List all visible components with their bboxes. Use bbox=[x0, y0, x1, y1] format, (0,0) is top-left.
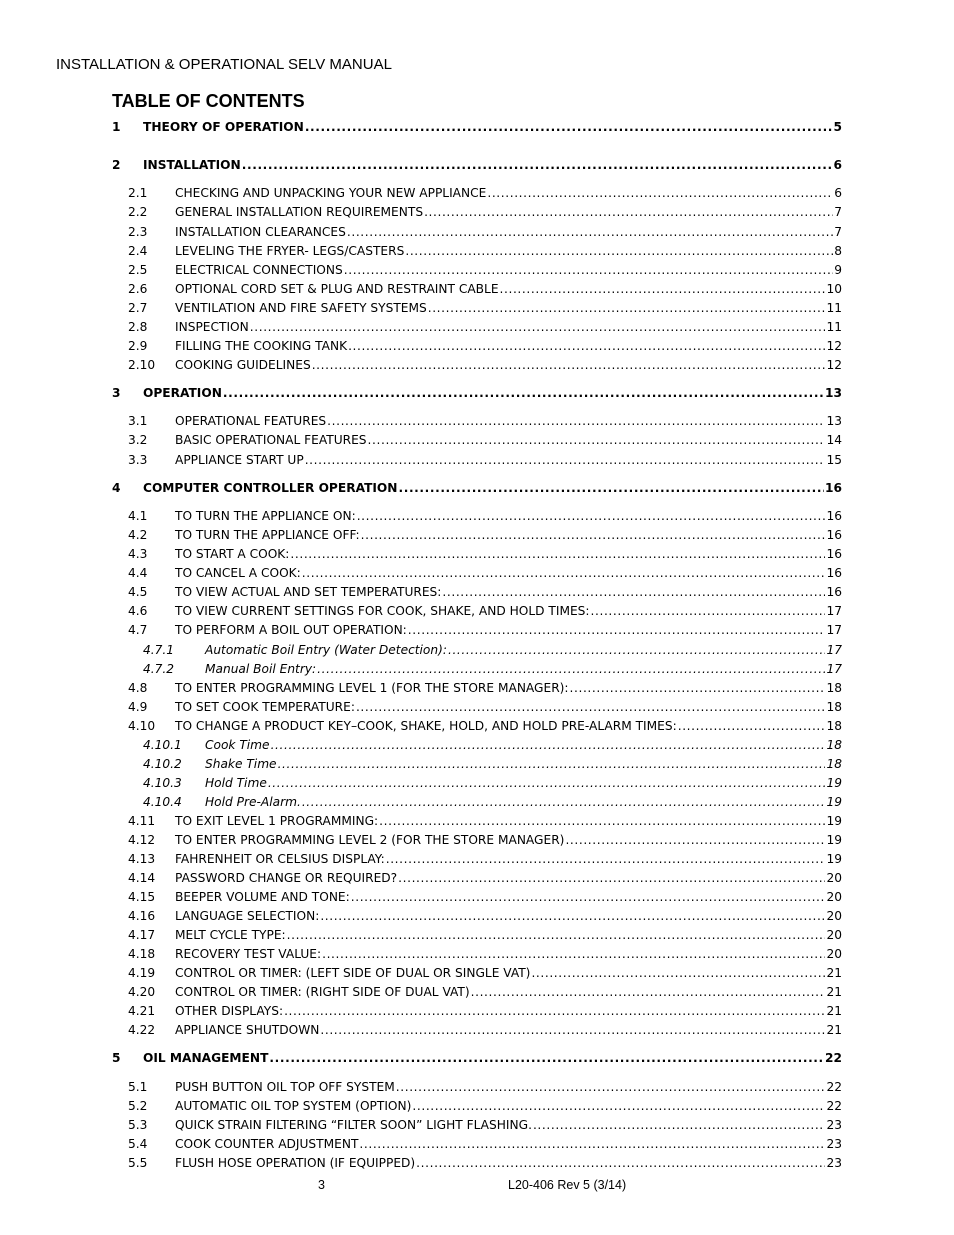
toc-entry-number: 4.19 bbox=[128, 966, 156, 980]
toc-entry-number: 5.4 bbox=[128, 1137, 148, 1151]
toc-entry-title: BASIC OPERATIONAL FEATURES bbox=[175, 433, 367, 447]
toc-entry-title: QUICK STRAIN FILTERING “FILTER SOON” LIGHT FLASHING. bbox=[175, 1118, 532, 1132]
toc-dot-leader bbox=[424, 205, 833, 219]
toc-dot-leader bbox=[290, 547, 825, 561]
toc-entry-page: 14 bbox=[826, 433, 842, 447]
toc-dot-leader bbox=[405, 244, 833, 258]
toc-entry-number: 4.6 bbox=[128, 604, 148, 618]
toc-dot-leader bbox=[442, 585, 825, 599]
toc-entry-title: LEVELING THE FRYER- LEGS/CASTERS bbox=[175, 244, 405, 258]
toc-entry-page: 15 bbox=[826, 453, 842, 467]
toc-entry-number: 4.15 bbox=[128, 890, 156, 904]
toc-entry-page: 13 bbox=[826, 414, 842, 428]
toc-entry-title: OIL MANAGEMENT bbox=[143, 1051, 269, 1065]
toc-entry[interactable] bbox=[112, 1023, 842, 1041]
toc-entry-number: 1 bbox=[112, 120, 121, 134]
toc-entry[interactable] bbox=[112, 547, 842, 565]
toc-dot-leader bbox=[471, 985, 826, 999]
toc-entry[interactable] bbox=[112, 225, 842, 243]
toc-dot-leader bbox=[305, 453, 826, 467]
toc-entry-number: 5.3 bbox=[128, 1118, 148, 1132]
toc-entry-number: 2 bbox=[112, 158, 121, 172]
toc-entry-page: 12 bbox=[826, 358, 842, 372]
toc-entry-page: 20 bbox=[826, 947, 842, 961]
toc-entry-page: 19 bbox=[826, 776, 842, 790]
toc-dot-leader bbox=[268, 776, 826, 790]
toc-dot-leader bbox=[271, 738, 826, 752]
toc-entry-page: 17 bbox=[826, 662, 842, 676]
toc-entry-number: 4.17 bbox=[128, 928, 156, 942]
toc-dot-leader bbox=[412, 1099, 825, 1113]
toc-entry-number: 2.6 bbox=[128, 282, 148, 296]
toc-entry[interactable] bbox=[112, 1099, 842, 1117]
toc-entry-title: Manual Boil Entry: bbox=[205, 662, 317, 676]
toc-entry[interactable] bbox=[112, 158, 842, 176]
toc-entry-page: 18 bbox=[826, 719, 842, 733]
toc-entry-title: INSTALLATION CLEARANCES bbox=[175, 225, 346, 239]
running-header: INSTALLATION & OPERATIONAL SELV MANUAL bbox=[56, 56, 392, 73]
toc-entry[interactable] bbox=[112, 643, 842, 661]
toc-entry-title: INSPECTION bbox=[175, 320, 249, 334]
toc-entry-number: 4.13 bbox=[128, 852, 156, 866]
toc-entry-page: 19 bbox=[826, 833, 842, 847]
toc-entry[interactable] bbox=[112, 985, 842, 1003]
toc-entry-title: Automatic Boil Entry (Water Detection): bbox=[205, 643, 447, 657]
toc-dot-leader bbox=[284, 1004, 825, 1018]
toc-dot-leader bbox=[305, 120, 833, 134]
toc-entry-page: 20 bbox=[826, 890, 842, 904]
toc-entry[interactable] bbox=[112, 757, 842, 775]
toc-entry-title: FLUSH HOSE OPERATION (IF EQUIPPED) bbox=[175, 1156, 416, 1170]
toc-entry[interactable] bbox=[112, 814, 842, 832]
toc-entry-title: CONTROL OR TIMER: (RIGHT SIDE OF DUAL VAT) bbox=[175, 985, 470, 999]
toc-entry-number: 4.12 bbox=[128, 833, 156, 847]
toc-dot-leader bbox=[386, 852, 826, 866]
toc-entry[interactable] bbox=[112, 719, 842, 737]
toc-entry-page: 16 bbox=[826, 585, 842, 599]
toc-entry-title: MELT CYCLE TYPE: bbox=[175, 928, 286, 942]
toc-entry-title: TO START A COOK: bbox=[175, 547, 290, 561]
toc-entry[interactable] bbox=[112, 414, 842, 432]
page-title: TABLE OF CONTENTS bbox=[112, 91, 305, 111]
toc-entry-title: TO EXIT LEVEL 1 PROGRAMMING: bbox=[175, 814, 379, 828]
toc-dot-leader bbox=[348, 339, 825, 353]
toc-entry[interactable] bbox=[112, 205, 842, 223]
toc-entry-title: FAHRENHEIT OR CELSIUS DISPLAY: bbox=[175, 852, 385, 866]
toc-entry-title: TO PERFORM A BOIL OUT OPERATION: bbox=[175, 623, 407, 637]
toc-entry[interactable] bbox=[112, 263, 842, 281]
toc-entry-number: 4.9 bbox=[128, 700, 148, 714]
toc-entry-number: 2.4 bbox=[128, 244, 148, 258]
toc-entry-title: TO ENTER PROGRAMMING LEVEL 2 (FOR THE STORE MANAGER) bbox=[175, 833, 565, 847]
toc-entry[interactable] bbox=[112, 1118, 842, 1136]
toc-entry-title: INSTALLATION bbox=[143, 158, 241, 172]
toc-entry-title: CHECKING AND UNPACKING YOUR NEW APPLIANCE bbox=[175, 186, 487, 200]
toc-entry-title: ELECTRICAL CONNECTIONS bbox=[175, 263, 343, 277]
toc-entry-title: OPERATIONAL FEATURES bbox=[175, 414, 327, 428]
toc-entry[interactable] bbox=[112, 604, 842, 622]
toc-entry[interactable] bbox=[112, 1137, 842, 1155]
toc-entry[interactable] bbox=[112, 795, 842, 813]
toc-entry-number: 4.10 bbox=[128, 719, 156, 733]
toc-dot-leader bbox=[361, 528, 826, 542]
toc-entry-title: Hold Pre-Alarm. bbox=[205, 795, 301, 809]
toc-dot-leader bbox=[398, 871, 825, 885]
toc-dot-leader bbox=[448, 643, 826, 657]
toc-dot-leader bbox=[242, 158, 833, 172]
toc-dot-leader bbox=[570, 681, 826, 695]
toc-dot-leader bbox=[322, 947, 825, 961]
toc-entry[interactable] bbox=[112, 528, 842, 546]
toc-entry-page: 18 bbox=[826, 700, 842, 714]
toc-entry-title: AUTOMATIC OIL TOP SYSTEM (OPTION) bbox=[175, 1099, 412, 1113]
toc-dot-leader bbox=[678, 719, 826, 733]
toc-entry-title: PASSWORD CHANGE OR REQUIRED? bbox=[175, 871, 398, 885]
toc-entry[interactable] bbox=[112, 623, 842, 641]
toc-entry[interactable] bbox=[112, 776, 842, 794]
toc-dot-leader bbox=[591, 604, 826, 618]
toc-dot-leader bbox=[347, 225, 833, 239]
toc-entry-number: 4.7.1 bbox=[143, 643, 175, 657]
toc-dot-leader bbox=[487, 186, 833, 200]
toc-entry[interactable] bbox=[112, 1051, 842, 1069]
toc-entry-page: 16 bbox=[826, 566, 842, 580]
toc-entry-page: 18 bbox=[826, 738, 842, 752]
toc-entry[interactable] bbox=[112, 282, 842, 300]
toc-entry-title: LANGUAGE SELECTION: bbox=[175, 909, 320, 923]
toc-dot-leader bbox=[379, 814, 825, 828]
toc-dot-leader bbox=[500, 282, 826, 296]
toc-entry[interactable] bbox=[112, 871, 842, 889]
toc-entry-number: 4.2 bbox=[128, 528, 148, 542]
toc-dot-leader bbox=[408, 623, 826, 637]
toc-entry-page: 21 bbox=[826, 1004, 842, 1018]
toc-entry[interactable] bbox=[112, 585, 842, 603]
toc-entry[interactable] bbox=[112, 120, 842, 138]
toc-entry-page: 11 bbox=[826, 320, 842, 334]
toc-entry-page: 20 bbox=[826, 871, 842, 885]
footer-document-id: L20-406 Rev 5 (3/14) bbox=[508, 1178, 627, 1192]
toc-entry[interactable] bbox=[112, 928, 842, 946]
toc-entry-title: COOKING GUIDELINES bbox=[175, 358, 311, 372]
toc-entry-number: 4.16 bbox=[128, 909, 156, 923]
toc-dot-leader bbox=[278, 757, 826, 771]
toc-dot-leader bbox=[533, 1118, 826, 1132]
toc-dot-leader bbox=[250, 320, 826, 334]
toc-entry-number: 4.10.4 bbox=[143, 795, 182, 809]
toc-entry-page: 22 bbox=[825, 1051, 842, 1065]
toc-entry-number: 4.22 bbox=[128, 1023, 156, 1037]
toc-entry-page: 20 bbox=[826, 909, 842, 923]
toc-entry[interactable] bbox=[112, 909, 842, 927]
footer-page-number: 3 bbox=[318, 1178, 325, 1192]
toc-entry-number: 4 bbox=[112, 481, 121, 495]
toc-entry[interactable] bbox=[112, 890, 842, 908]
toc-dot-leader bbox=[320, 909, 825, 923]
toc-entry-title: COOK COUNTER ADJUSTMENT bbox=[175, 1137, 359, 1151]
toc-entry-page: 7 bbox=[834, 225, 842, 239]
toc-entry-page: 17 bbox=[826, 623, 842, 637]
toc-dot-leader bbox=[357, 509, 826, 523]
toc-entry-page: 19 bbox=[826, 852, 842, 866]
toc-entry-title: APPLIANCE SHUTDOWN bbox=[175, 1023, 320, 1037]
toc-entry-title: TO CHANGE A PRODUCT KEY–COOK, SHAKE, HOLD, AND HOLD PRE-ALARM TIMES: bbox=[175, 719, 677, 733]
toc-entry-page: 12 bbox=[826, 339, 842, 353]
toc-entry-page: 21 bbox=[826, 966, 842, 980]
toc-entry-number: 4.20 bbox=[128, 985, 156, 999]
toc-entry-title: RECOVERY TEST VALUE: bbox=[175, 947, 322, 961]
toc-entry-number: 4.7.2 bbox=[143, 662, 175, 676]
toc-entry-number: 5.2 bbox=[128, 1099, 148, 1113]
toc-entry[interactable] bbox=[112, 386, 842, 404]
toc-entry-title: CONTROL OR TIMER: (LEFT SIDE OF DUAL OR SINGLE VAT) bbox=[175, 966, 531, 980]
toc-dot-leader bbox=[223, 386, 824, 400]
toc-entry-title: OPTIONAL CORD SET & PLUG AND RESTRAINT CABLE bbox=[175, 282, 499, 296]
toc-entry-title: VENTILATION AND FIRE SAFETY SYSTEMS bbox=[175, 301, 427, 315]
toc-entry[interactable] bbox=[112, 700, 842, 718]
toc-dot-leader bbox=[302, 566, 826, 580]
toc-entry-title: TO ENTER PROGRAMMING LEVEL 1 (FOR THE STORE MANAGER): bbox=[175, 681, 569, 695]
toc-dot-leader bbox=[359, 1137, 825, 1151]
toc-entry-number: 2.7 bbox=[128, 301, 148, 315]
toc-entry[interactable] bbox=[112, 966, 842, 984]
toc-entry-page: 8 bbox=[834, 244, 842, 258]
toc-entry-page: 19 bbox=[826, 795, 842, 809]
toc-dot-leader bbox=[269, 1051, 824, 1065]
toc-entry-number: 4.8 bbox=[128, 681, 148, 695]
toc-entry-title: GENERAL INSTALLATION REQUIREMENTS bbox=[175, 205, 424, 219]
toc-dot-leader bbox=[287, 928, 826, 942]
toc-entry[interactable] bbox=[112, 662, 842, 680]
toc-entry-number: 5.5 bbox=[128, 1156, 148, 1170]
toc-dot-leader bbox=[398, 481, 824, 495]
toc-entry-number: 4.10.1 bbox=[143, 738, 182, 752]
toc-entry-title: TO SET COOK TEMPERATURE: bbox=[175, 700, 355, 714]
toc-entry-page: 22 bbox=[826, 1080, 842, 1094]
toc-entry[interactable] bbox=[112, 738, 842, 756]
toc-entry-page: 21 bbox=[826, 1023, 842, 1037]
toc-entry-page: 18 bbox=[826, 757, 842, 771]
toc-entry-page: 17 bbox=[826, 643, 842, 657]
toc-entry-number: 2.1 bbox=[128, 186, 148, 200]
toc-entry-title: FILLING THE COOKING TANK bbox=[175, 339, 348, 353]
toc-entry-title: Cook Time bbox=[205, 738, 270, 752]
toc-entry-title: TO VIEW CURRENT SETTINGS FOR COOK, SHAKE, AND HOLD TIMES: bbox=[175, 604, 590, 618]
toc-entry-number: 2.9 bbox=[128, 339, 148, 353]
toc-dot-leader bbox=[327, 414, 825, 428]
toc-entry-page: 23 bbox=[826, 1156, 842, 1170]
toc-dot-leader bbox=[320, 1023, 825, 1037]
toc-entry[interactable] bbox=[112, 186, 842, 204]
toc-entry-page: 20 bbox=[826, 928, 842, 942]
toc-entry-number: 3.3 bbox=[128, 453, 148, 467]
toc-entry[interactable] bbox=[112, 1004, 842, 1022]
toc-dot-leader bbox=[351, 890, 826, 904]
toc-entry-number: 2.3 bbox=[128, 225, 148, 239]
toc-dot-leader bbox=[565, 833, 825, 847]
toc-dot-leader bbox=[416, 1156, 825, 1170]
toc-entry-page: 6 bbox=[833, 158, 842, 172]
toc-entry-title: TO VIEW ACTUAL AND SET TEMPERATURES: bbox=[175, 585, 442, 599]
toc-entry-page: 18 bbox=[826, 681, 842, 695]
toc-entry-page: 16 bbox=[826, 528, 842, 542]
toc-entry-title: TO CANCEL A COOK: bbox=[175, 566, 301, 580]
toc-entry-number: 4.18 bbox=[128, 947, 156, 961]
toc-entry[interactable] bbox=[112, 833, 842, 851]
toc-dot-leader bbox=[344, 263, 833, 277]
toc-entry-page: 21 bbox=[826, 985, 842, 999]
toc-entry-page: 13 bbox=[825, 386, 842, 400]
toc-entry-number: 4.10.3 bbox=[143, 776, 182, 790]
toc-entry-title: TO TURN THE APPLIANCE OFF: bbox=[175, 528, 360, 542]
toc-entry[interactable] bbox=[112, 481, 842, 499]
toc-entry-number: 4.3 bbox=[128, 547, 148, 561]
toc-entry[interactable] bbox=[112, 509, 842, 527]
toc-dot-leader bbox=[396, 1080, 826, 1094]
toc-entry-number: 3 bbox=[112, 386, 121, 400]
toc-entry[interactable] bbox=[112, 681, 842, 699]
toc-entry[interactable] bbox=[112, 1080, 842, 1098]
toc-entry-title: BEEPER VOLUME AND TONE: bbox=[175, 890, 350, 904]
toc-entry-page: 22 bbox=[826, 1099, 842, 1113]
toc-dot-leader bbox=[428, 301, 826, 315]
toc-entry-number: 5.1 bbox=[128, 1080, 148, 1094]
toc-entry-page: 5 bbox=[833, 120, 842, 134]
toc-entry-title: Hold Time bbox=[205, 776, 267, 790]
toc-entry-number: 2.8 bbox=[128, 320, 148, 334]
toc-entry-page: 19 bbox=[826, 814, 842, 828]
toc-entry[interactable] bbox=[112, 453, 842, 471]
toc-entry-title: OTHER DISPLAYS: bbox=[175, 1004, 284, 1018]
toc-entry-number: 4.5 bbox=[128, 585, 148, 599]
toc-entry-number: 4.10.2 bbox=[143, 757, 182, 771]
toc-entry-number: 4.7 bbox=[128, 623, 148, 637]
toc-entry[interactable] bbox=[112, 566, 842, 584]
toc-entry-page: 9 bbox=[834, 263, 842, 277]
toc-dot-leader bbox=[531, 966, 825, 980]
toc-entry-title: Shake Time bbox=[205, 757, 277, 771]
toc-entry-page: 16 bbox=[825, 481, 842, 495]
toc-entry-number: 3.1 bbox=[128, 414, 148, 428]
toc-entry-number: 4.14 bbox=[128, 871, 156, 885]
toc-entry[interactable] bbox=[112, 358, 842, 376]
toc-entry-number: 2.2 bbox=[128, 205, 148, 219]
toc-entry[interactable] bbox=[112, 1156, 842, 1174]
toc-entry-title: APPLIANCE START UP bbox=[175, 453, 304, 467]
toc-dot-leader bbox=[368, 433, 826, 447]
toc-entry-title: OPERATION bbox=[143, 386, 222, 400]
toc-entry-page: 7 bbox=[834, 205, 842, 219]
toc-entry-page: 23 bbox=[826, 1137, 842, 1151]
toc-entry[interactable] bbox=[112, 320, 842, 338]
toc-entry[interactable] bbox=[112, 852, 842, 870]
toc-entry-number: 4.4 bbox=[128, 566, 148, 580]
toc-entry-number: 4.1 bbox=[128, 509, 148, 523]
toc-entry-number: 5 bbox=[112, 1051, 121, 1065]
toc-dot-leader bbox=[302, 795, 826, 809]
toc-entry-page: 6 bbox=[834, 186, 842, 200]
toc-entry-page: 16 bbox=[826, 509, 842, 523]
toc-entry-number: 2.10 bbox=[128, 358, 156, 372]
toc-entry[interactable] bbox=[112, 339, 842, 357]
toc-dot-leader bbox=[317, 662, 825, 676]
toc-entry-number: 2.5 bbox=[128, 263, 148, 277]
toc-entry-number: 4.11 bbox=[128, 814, 156, 828]
toc-entry-title: COMPUTER CONTROLLER OPERATION bbox=[143, 481, 398, 495]
toc-entry-number: 4.21 bbox=[128, 1004, 156, 1018]
toc-entry[interactable] bbox=[112, 947, 842, 965]
toc-dot-leader bbox=[356, 700, 826, 714]
toc-entry[interactable] bbox=[112, 244, 842, 262]
toc-entry-page: 17 bbox=[826, 604, 842, 618]
toc-entry-title: TO TURN THE APPLIANCE ON: bbox=[175, 509, 356, 523]
toc-entry-number: 3.2 bbox=[128, 433, 148, 447]
toc-entry-title: THEORY OF OPERATION bbox=[143, 120, 304, 134]
toc-entry-page: 16 bbox=[826, 547, 842, 561]
toc-entry-page: 10 bbox=[826, 282, 842, 296]
toc-entry[interactable] bbox=[112, 433, 842, 451]
toc-entry-page: 23 bbox=[826, 1118, 842, 1132]
toc-entry-page: 11 bbox=[826, 301, 842, 315]
toc-dot-leader bbox=[312, 358, 826, 372]
toc-entry[interactable] bbox=[112, 301, 842, 319]
toc-entry-title: PUSH BUTTON OIL TOP OFF SYSTEM bbox=[175, 1080, 395, 1094]
